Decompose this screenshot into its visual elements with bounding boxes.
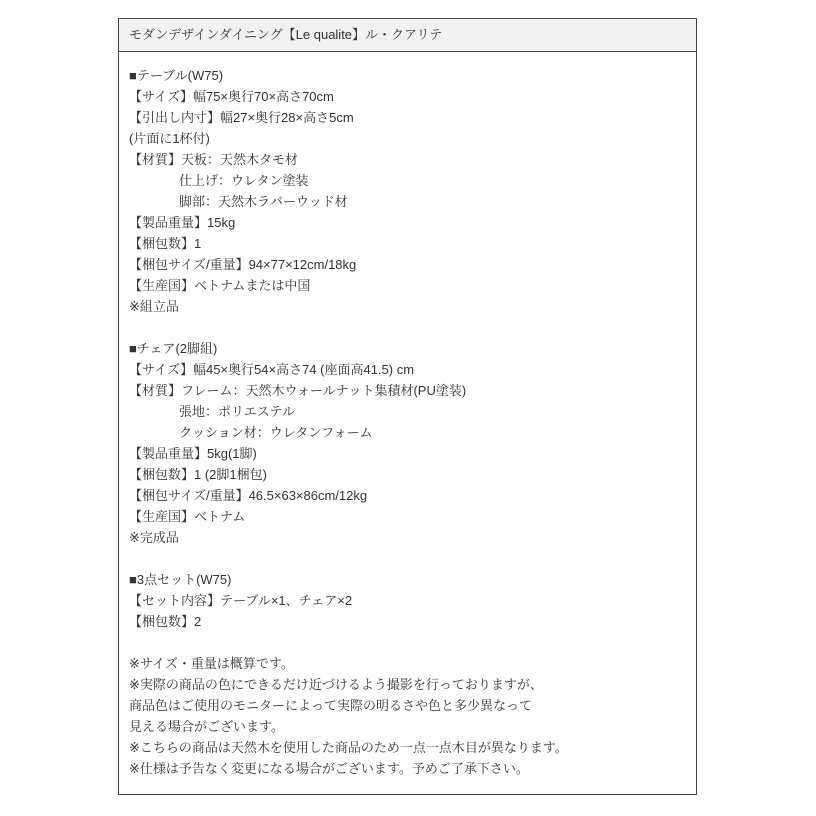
spec-line: ※こちらの商品は天然木を使用した商品のため一点一点木目が異なります。 [129, 740, 568, 755]
spec-line: 商品色はご使用のモニターによって実際の明るさや色と多少異なって [129, 698, 533, 713]
spec-line: ※サイズ・重量は概算です。 [129, 656, 294, 671]
spec-line: 【製品重量】15kg [129, 215, 236, 230]
spec-table [118, 18, 697, 795]
spec-line: 【生産国】ベトナムまたは中国 [129, 278, 311, 293]
spec-line: ■テーブル(W75) [129, 68, 224, 83]
blank-line [129, 548, 696, 569]
spec-line: 【セット内容】テーブル×1、チェア×2 [129, 593, 353, 608]
spec-line: 【梱包数】2 [129, 614, 202, 629]
spec-line: 【梱包サイズ/重量】46.5×63×86cm/12kg [129, 488, 368, 503]
spec-line: 【サイズ】幅45×奥行54×高さ74 (座面高41.5) cm [129, 362, 415, 377]
spec-body [119, 52, 696, 779]
spec-line: 仕上げ：ウレタン塗装 [179, 173, 309, 188]
spec-line: ■チェア(2脚組) [129, 341, 218, 356]
blank-line [129, 632, 696, 653]
spec-line: 【材質】フレーム：天然木ウォールナット集積材(PU塗装) [129, 383, 467, 398]
spec-line: 【材質】天板：天然木タモ材 [129, 152, 299, 167]
spec-line: 【梱包数】1 (2脚1梱包) [129, 467, 267, 482]
spec-line: 【梱包サイズ/重量】94×77×12cm/18kg [129, 257, 357, 272]
spec-line: 【梱包数】1 [129, 236, 202, 251]
spec-line: ※完成品 [129, 530, 179, 545]
spec-line: 【引出し内寸】幅27×奥行28×高さ5cm [129, 110, 354, 125]
spec-line: 【生産国】ベトナム [129, 509, 246, 524]
spec-line: (片面に1杯付) [129, 131, 210, 146]
spec-line: 見える場合がございます。 [129, 719, 284, 734]
spec-line: ■3点セット(W75) [129, 572, 232, 587]
spec-line: クッション材：ウレタンフォーム [179, 425, 373, 440]
blank-line [129, 317, 696, 338]
spec-header: モダンデザインダイニング【Le qualite】ル・クアリテ [119, 19, 696, 52]
spec-line: 【製品重量】5kg(1脚) [129, 446, 257, 461]
spec-line: 張地：ポリエステル [179, 404, 295, 419]
spec-line: 【サイズ】幅75×奥行70×高さ70cm [129, 89, 334, 104]
spec-line: ※仕様は予告なく変更になる場合がございます。予めご了承下さい。 [129, 761, 529, 776]
spec-line: ※組立品 [129, 299, 179, 314]
spec-line: 脚部：天然木ラバーウッド材 [179, 194, 348, 209]
spec-line: ※実際の商品の色にできるだけ近づけるよう撮影を行っておりますが、 [129, 677, 543, 692]
